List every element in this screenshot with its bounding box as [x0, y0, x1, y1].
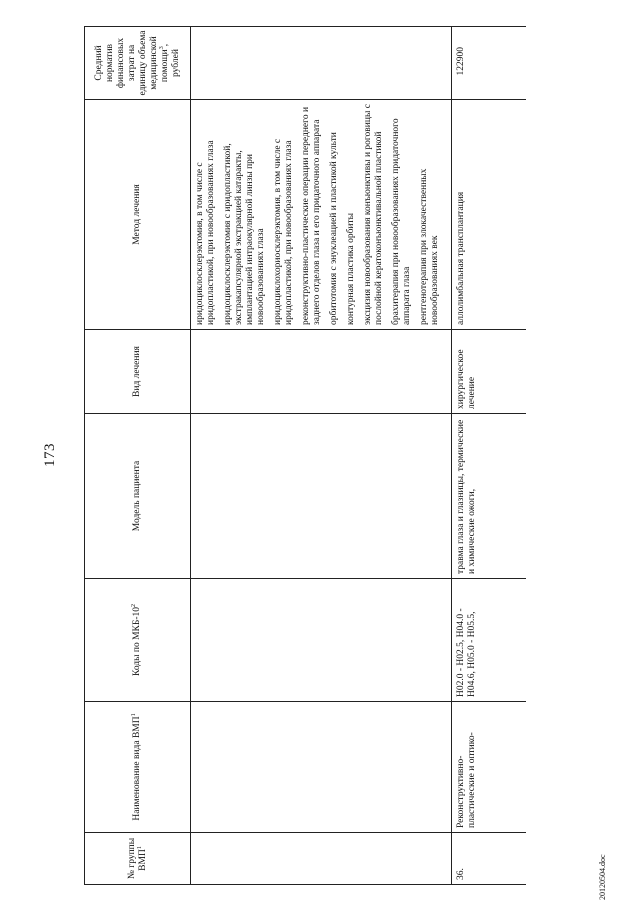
header-cost: Средний норматив финансовых затрат на единицу объема медицинской помощи$^3$, рублей	[85, 27, 191, 100]
table-row-36	[452, 27, 527, 885]
header-treatment-method: Метод лечения	[85, 100, 191, 330]
method-item: иридоциклосклерэктомия с иридопластикой, экстракапсулярной экстракцией катаракты, имплантацией интраокулярной линзы при новообразованиях глаза	[223, 143, 266, 325]
header-treatment-type: Вид лечения	[85, 330, 191, 414]
cell-vmp-name: Реконструктивно-пластические и оптико-	[452, 702, 527, 833]
header-patient-model: Модель пациента	[85, 414, 191, 579]
header-group-no: № группы ВМП$^1$	[85, 833, 191, 885]
method-item: иридоциклохориосклерэктомия, в том числе с иридопластикой, при новообразованиях глаза	[273, 138, 294, 325]
table-header-row	[85, 27, 191, 885]
method-item: эксцизия новообразования конъюнктивы и роговицы с послойной кератоконъюнктивальной пластикой	[363, 104, 384, 325]
table-row-continuation	[191, 27, 452, 885]
cell-icd-codes: H02.0 - H02.5, H04.0 - H04.6, H05.0 - H05.5,	[452, 579, 527, 702]
cell-treatment-method: аллолимбальная трансплантация	[452, 100, 527, 330]
document-filename: 20120504.doc	[598, 854, 607, 900]
method-item: брахитерапия при новообразованиях придаточного аппарата глаза	[391, 118, 412, 325]
cell-treatment-type: хирургическое лечение	[452, 330, 527, 414]
cell-patient-model: травма глаза и глазницы, термические и химические ожоги,	[452, 414, 527, 579]
continuation-methods-cell	[191, 100, 452, 330]
method-item: иридоциклосклерэктомия, в том числе с иридопластикой, при новообразованиях глаза	[195, 140, 216, 325]
cell-group-no: 36.	[452, 833, 527, 885]
header-icd-codes: Коды по МКБ-$10^2$	[85, 579, 191, 702]
method-item: реконструктивно-пластические операции переднего и заднего отделов глаза и его придаточного аппарата	[301, 106, 322, 325]
method-item: контурная пластика орбиты	[346, 212, 356, 325]
method-item: орбитотомия с энуклеацией и пластикой культи	[329, 132, 339, 325]
page-number: 173	[42, 443, 58, 467]
method-item: рентгенотерапия при злокачественных новообразованиях век	[419, 168, 440, 325]
vmp-table	[84, 26, 526, 885]
cell-cost: 122900	[452, 27, 527, 100]
header-vmp-name: Наименование вида ВМП$^1$	[85, 702, 191, 833]
